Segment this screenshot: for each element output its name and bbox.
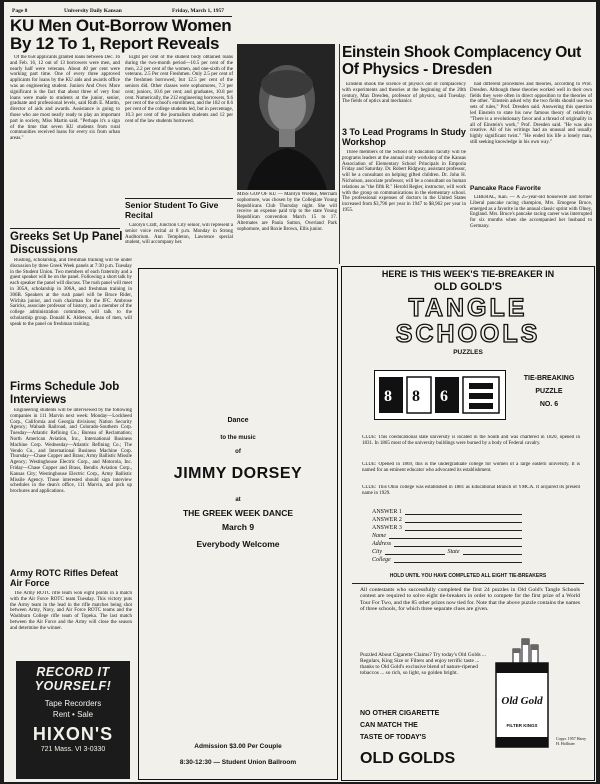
og-no-other-1: NO OTHER CIGARETTE <box>360 710 440 717</box>
pack-brand: Old Gold <box>501 695 543 707</box>
column-divider <box>339 44 340 264</box>
og-puzzle-title: TIE-BREAKING <box>523 375 575 382</box>
dorsey-date: March 9 <box>221 522 255 532</box>
answer-1-label: ANSWER 1 <box>372 509 402 515</box>
svg-text:8: 8 <box>384 388 392 405</box>
hixons-address: 721 Mass. VI 3-0330 <box>40 746 106 753</box>
portrait-image <box>237 44 335 190</box>
og-puzzle-no: NO. 6 <box>539 401 559 408</box>
hixons-line3: Tape Recorders <box>44 699 102 708</box>
og-schools: SCHOOLS <box>395 320 541 348</box>
dorsey-time: 8:30-12:30 — Student Union Ballroom <box>179 759 297 766</box>
recital-rule <box>125 198 233 199</box>
answer-1-field[interactable] <box>405 508 522 515</box>
einstein-body-left: Einstein shook the science of physics out of complacency with experiments and theories at the beginning of the 20th century, Max Dresden, professor of physics, said Tuesday. The fields of optics and mechanics <box>342 82 466 105</box>
ku-men-headline: KU Men Out-Borrow Women By 12 To 1, Report Reveals <box>10 16 232 53</box>
ku-men-body-left: Of the 658 applicants granted loans between Dec. 16 and Feb. 16, 12 out of 13 borrowers were men, and nearly half were veterans. About 40 per cent were working part time. One of every three approved applicants for loans by the KU aids and awards office was an engineering student. Juniors And Over. More significant is the fact that about three of very four loans were made to students at the junior, senior, graduate and professional levels, said Ruth E. Martin, director of aids and awards. Assistance is going to those who are most nearly ready to play an important part in society, Miss Martin said. "Perhaps it's a sign of the time that seven KU students from rural communities received loans for every six from urban areas." <box>10 55 120 142</box>
issue-date: Friday, March 1, 1957 <box>172 8 224 14</box>
og-puzzle-sub: PUZZLE <box>535 388 563 395</box>
recital-body: Carolyn Craft, Junction City senior, will represent a senior voice recital at 8 p.m. Monday in Strong Auditorium. Ann Templeton, Lawrence special student, will accompany her. <box>125 223 233 246</box>
og-answer-form <box>372 507 522 563</box>
pancake-headline: Pancake Race Favorite <box>470 185 541 192</box>
answer-2-label: ANSWER 2 <box>372 517 402 523</box>
og-brand-top: OLD GOLD'S <box>433 281 502 293</box>
og-clue-3: CLUE: This Ohio college was established in 1881 as Educational Branch of YMCA. It acquired its present name in 1929. <box>362 485 580 496</box>
college-label: College <box>372 557 391 563</box>
answer-2-row <box>372 515 522 523</box>
og-tangle: TANGLE <box>408 294 528 322</box>
og-puzzled: Puzzled About Cigarette Claims? Try today's Old Golds ... Regulars, King Size or Filters and enjoy terrific taste ... thanks to Old Gold's exclusive blend of nature-ripened tobaccos ... so rich, so light, so golden bright. <box>360 652 486 677</box>
og-clue-1: CLUE: This coeducational state university is located in the South and was chartered in 1820, opened in 1831. In 1865 most of the university buildings were burned by a body of Federal cavalry. <box>362 435 580 446</box>
city-label: City <box>372 549 382 555</box>
og-no-other-2: CAN MATCH THE <box>360 722 418 729</box>
workshop-body: Three members of the School of Education faculty will be programs leaders at the annual study workshop of the Kansas Association of Elementary School Principals in Emporia Friday and Saturday. Dr. Robert Ridgway, assistant professor, will be a consultant on helping gifted children. Dr. John H. Nicholson, associate professor, will be a consultant on human relations as "the fifth R." Herold Regier, instructor, will work with the group on communications in the elementary school. The professional expenses of doctors in the United States increased from $3,796 per year in 1947 to $8,962 per year in 1955. <box>342 150 466 213</box>
og-no-other-3: TASTE OF TODAY'S <box>360 734 427 741</box>
answer-2-field[interactable] <box>405 516 522 523</box>
name-field[interactable] <box>389 532 522 539</box>
rotc-body: The Army ROTC rifle team won eight points in a match with the Air Force ROTC team Tuesday. This victory puts the Army team in the lead in the rifle matches being shot between Army, Navy, and Air Force ROTC teams and the Washburn College rifle team of Topeka. The last match between the Air Force and the Army will close the season and determine the winner. <box>10 591 132 631</box>
og-clue-2: CLUE: Opened in 1869, this is the undergraduate college for women of a large eastern university. It is named for an eminent educator who advocated its establishment. <box>362 462 580 473</box>
firms-body: Engineering students will be interviewed by the following companies in 111 Marvin next week: Monday—Lockheed Corp., California and Georgia divisions; Nation Security Agency; Wabash Railroad, and Colorado-Southern Corp. Tuesday—Atlantic Refining Co.; Bureau of Reclamation; North American Aviation, Inc., International Business Machine Corp. Wednesday—Atlantic Refining Co.; The Vendo Co., and International Business Machine Corp. Thursday—Chase Copper and Brass; Army Ballistic Missile Agency; Westinghouse Electric Corp., and Motorola, Inc. Friday—Chase Copper and Brass, Bendix Aviation Corp., Kansas City; Westinghouse Electric Corp., Army Ballistic Missile Agency. Those interested should sign interview schedules in the dean's office, 111 Marvin, and pick up brochures and applications. <box>10 408 132 495</box>
paper-name: University Daily Kansan <box>64 8 122 14</box>
og-banner: HERE IS THIS WEEK'S TIE-BREAKER IN <box>381 269 555 279</box>
answer-3-label: ANSWER 3 <box>372 525 402 531</box>
pack-sub: FILTER KINGS <box>506 723 538 728</box>
hixons-line1: RECORD IT <box>36 665 110 679</box>
answer-3-field[interactable] <box>405 524 522 531</box>
hixons-line4: Rent • Sale <box>52 710 94 719</box>
dorsey-admission: Admission $3.00 Per Couple <box>194 743 282 750</box>
recital-headline: Senior Student To Give Recital <box>125 200 219 220</box>
greeks-headline: Greeks Set Up Panel Discussions <box>10 231 123 256</box>
dorsey-line2: to the music <box>220 435 256 441</box>
photo-caption: MISS GOP OF KU — Marilyn Wiebke, Merriam sophomore, was chosen by the Collegiate Young Republicans Club Thursday night. She will receive an expense paid trip to the state Young Republican convention March 15 to 17. Alternates are Paula Sutton, Overland Park sophomore, and Roxie Brown, Ellis junior. <box>237 192 337 232</box>
svg-text:8: 8 <box>412 388 420 405</box>
old-gold-ad <box>341 266 595 781</box>
cigarette-pack-icon <box>492 637 554 749</box>
state-field[interactable] <box>463 548 523 555</box>
firms-headline: Firms Schedule Job Interviews <box>10 381 120 406</box>
address-row <box>372 539 522 547</box>
dorsey-line3: of <box>235 449 241 455</box>
newspaper-page <box>4 2 596 782</box>
dorsey-welcome: Everybody Welcome <box>196 539 280 549</box>
city-field[interactable] <box>385 548 445 555</box>
hixons-name: HIXON'S <box>32 724 114 744</box>
pancake-body: LIBERAL, Kan. — A 25-year-old housewife and former Liberal pancake racing champion, Mrs. Emogene Bruce, emerged as a favorite in the annual classic sprint with Olney, England. Mrs. Bruce's pancake racing career was interrupted for six months when she accompanied her husband to Germany. <box>470 195 592 229</box>
cigarette-pack-drawing <box>492 637 554 749</box>
address-field[interactable] <box>394 540 522 547</box>
og-rules: All contestants who successfully completed the first 24 puzzles in Old Gold's Tangle Schools contest are required to solve eight tie-breakers in order to compete for the first prize of a World Tour For Two, and the 85 other prizes now tied for. Note that the above puzzle contains the names of three schools, for which three separate clues are given. <box>360 587 580 613</box>
college-field[interactable] <box>394 556 522 563</box>
hixons-ad <box>16 661 130 779</box>
rotc-headline: Army ROTC Rifles Defeat Air Force <box>10 568 119 588</box>
college-row <box>372 555 522 563</box>
greeks-rule <box>10 228 120 229</box>
puzzle-drawing-icon <box>375 371 505 419</box>
greeks-body: Rushing, scholarship, and freshman training will be under discussion by three Greek Week panels at 7:30 p.m. Tuesday in the Student Union. Two members of each fraternity and a guest speaker will be on the panel. Following a short talk by each speaker the panel will discuss. The rush panel will meet in 305A, scholarship in 306A, and freshman training in 306B. Speakers at the rush panel will be Bruce Rider, Wichita junior, and rush chairman for the IFC. Ambrose Saricks, associate professor of history, and a member of the college administration committee, will talk to the scholarship group. Donald K. Alderson, dean of men, will speak to the panel on freshman training. <box>10 258 132 327</box>
puzzle-illustration <box>374 370 506 420</box>
dorsey-ad <box>138 268 338 780</box>
state-label: State <box>447 549 460 555</box>
og-puzzles: PUZZLES <box>453 349 483 356</box>
svg-text:6: 6 <box>440 388 448 405</box>
og-rule <box>352 583 584 584</box>
answer-3-row <box>372 523 522 531</box>
dorsey-at: at <box>235 497 241 503</box>
city-state-row <box>372 547 522 555</box>
address-label: Address <box>372 541 392 547</box>
dorsey-event: THE GREEK WEEK DANCE <box>182 508 294 518</box>
name-row <box>372 531 522 539</box>
name-label: Name <box>372 533 386 539</box>
og-hold: HOLD UNTIL YOU HAVE COMPLETED ALL EIGHT TIE-BREAKERS <box>389 573 547 579</box>
hixons-line2: YOURSELF! <box>34 679 112 693</box>
dorsey-name: JIMMY DORSEY <box>173 465 303 482</box>
einstein-headline: Einstein Shook Complacency Out Of Physics - Dresden <box>342 44 582 78</box>
answer-1-row <box>372 507 522 515</box>
ku-men-body-right: Eight per cent of the student body obtained loans during the two-month period—10.5 per cent of the men, 2.2 per cent of the women, and one-sixth of the veterans. 2.5 Per cent Freshmen. Only 2.5 per cent of the freshmen borrowed, but 12.5 per cent of the seniors did. Other classes were sophomores, 7.3 per cent; juniors, 10.6 per cent; and graduates, 10.8 per cent. Numerically, the 212 engineering borrowers, 9.6 per cent of the school's enrollment, and the 182 or 8.6 per cent of the college students led, but in percentage, 10.3 per cent of the journalism students and 12 per cent of the law students borrowed. <box>125 55 233 124</box>
page-number: Page 8 <box>12 8 28 14</box>
photo-miss-gop <box>237 44 335 190</box>
og-footer-brand: OLD GOLDS <box>360 750 456 767</box>
dorsey-line1: Dance <box>227 417 249 424</box>
workshop-headline: 3 To Lead Programs In Study Workshop <box>342 127 466 147</box>
einstein-body-right: had different procedures and theories, according to Prof. Dresden. Although these theories worked well in their own fields they were often in direct opposition to the theories of the other. "Einstein asked why the two fields should use two sets of rules," Prof. Dresden said. Answering this question led Einstein to state his now famous theory of relativity. "There is a revolutionary favor and a thread of originality in all of Einstein's work," Prof. Dresden said. "He was also creative. All of his writings had an unusual and usually highly significant twist." "He ended his life a lonely man, still seeking knowledge in his own way." <box>470 82 592 145</box>
og-copyright: Copyr. 1957 Harry H. Hollister <box>556 736 587 746</box>
